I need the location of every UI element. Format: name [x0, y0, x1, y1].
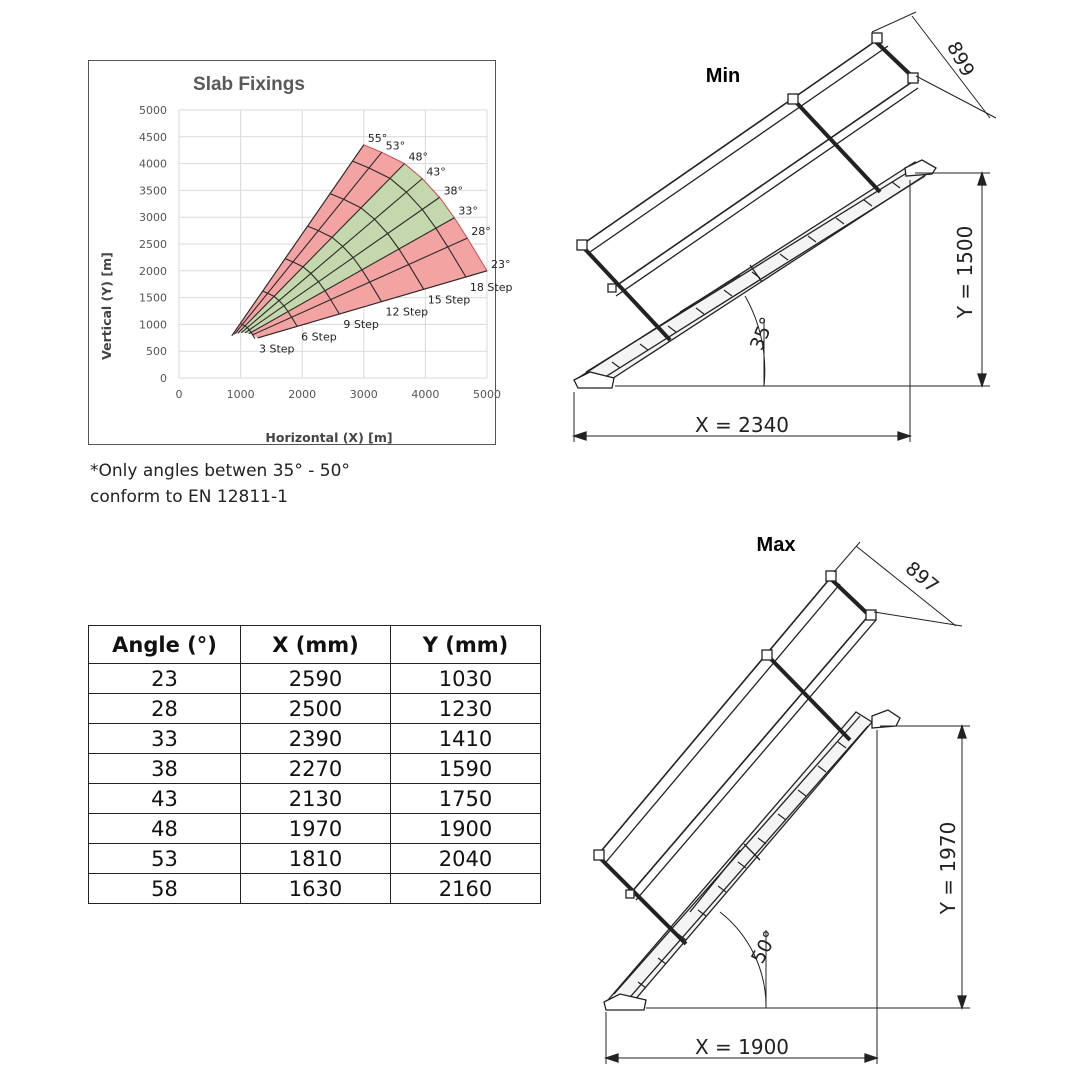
step-label: 12 Step — [385, 305, 429, 319]
cell-x: 1630 — [241, 874, 391, 904]
x-tick-label: 1000 — [226, 388, 255, 401]
cell-x: 2270 — [241, 754, 391, 784]
max-y-dimension: Y = 1970 — [936, 821, 960, 915]
cell-y: 2160 — [391, 874, 541, 904]
cell-angle: 58 — [89, 874, 241, 904]
min-width-dimension: 899 — [942, 38, 979, 81]
max-angle: 50° — [747, 927, 783, 968]
cell-x: 2590 — [241, 664, 391, 694]
min-y-dimension: Y = 1500 — [953, 225, 977, 319]
cell-angle: 33 — [89, 724, 241, 754]
y-tick-label: 2000 — [139, 264, 167, 278]
y-tick-label: 0 — [160, 372, 167, 385]
cell-angle: 53 — [89, 844, 241, 874]
max-x-dimension: X = 1900 — [694, 1035, 790, 1059]
cell-x: 2130 — [241, 784, 391, 814]
y-tick-label: 1500 — [139, 291, 167, 305]
cell-y: 1230 — [391, 694, 541, 724]
min-width-dimension-line — [912, 16, 990, 118]
x-tick-label: 2000 — [288, 388, 317, 401]
x-tick-label: 4000 — [411, 388, 440, 401]
max-post-mid — [768, 656, 850, 740]
x-tick-label: 0 — [175, 388, 183, 401]
chart-title: Slab Fixings — [193, 74, 305, 95]
step-label: 3 Step — [258, 342, 295, 356]
y-tick-label: 500 — [146, 345, 167, 359]
angle-label: 53° — [385, 139, 406, 153]
angle-label: 43° — [426, 165, 446, 179]
min-title: Min — [705, 65, 741, 87]
angle-label: 38° — [443, 184, 464, 198]
min-angle: 35° — [745, 314, 779, 354]
step-label: 9 Step — [343, 318, 379, 332]
max-stringer — [608, 712, 872, 1008]
y-tick-label: 4500 — [139, 130, 167, 144]
x-tick-label: 3000 — [349, 388, 378, 401]
angle-label: 28° — [471, 225, 491, 239]
note-line-2: conform to EN 12811-1 — [90, 487, 288, 507]
cell-x: 1810 — [241, 844, 391, 874]
step-label: 15 Step — [427, 293, 471, 307]
y-tick-label: 3500 — [139, 184, 167, 198]
max-post-bottom — [600, 858, 686, 944]
header-y: Y (mm) — [391, 626, 541, 664]
max-top-foot — [872, 710, 900, 728]
header-x: X (mm) — [241, 626, 391, 664]
y-tick-label: 3000 — [139, 211, 167, 225]
header-angle: Angle (°) — [89, 626, 241, 664]
note-line-1: *Only angles betwen 35° - 50° — [90, 461, 350, 481]
y-tick-label: 1000 — [139, 318, 167, 332]
max-width-dimension: 897 — [900, 557, 943, 598]
min-post-bottom — [584, 248, 670, 340]
cell-angle: 23 — [89, 664, 241, 694]
y-axis-label: Vertical (Y) [m] — [99, 252, 114, 360]
cell-angle: 28 — [89, 694, 241, 724]
step-label: 18 Step — [469, 280, 513, 294]
cell-y: 1410 — [391, 724, 541, 754]
max-title: Max — [756, 534, 796, 556]
max-top-rail — [597, 576, 832, 856]
angle-label: 55° — [367, 131, 388, 145]
cell-x: 2390 — [241, 724, 391, 754]
cell-y: 1030 — [391, 664, 541, 694]
cell-angle: 48 — [89, 814, 241, 844]
cell-x: 1970 — [241, 814, 391, 844]
cell-angle: 38 — [89, 754, 241, 784]
angle-label: 48° — [408, 150, 428, 164]
y-tick-label: 5000 — [139, 104, 167, 117]
y-tick-label: 4000 — [139, 157, 167, 171]
max-stair-drawing — [594, 534, 970, 1064]
cell-y: 1750 — [391, 784, 541, 814]
angle-label: 33° — [458, 204, 478, 218]
angle-label: 23° — [491, 257, 511, 271]
cell-angle: 43 — [89, 784, 241, 814]
min-mid-rail — [610, 82, 912, 290]
x-axis-label: Horizontal (X) [m] — [265, 430, 393, 445]
min-stair-drawing — [574, 12, 996, 442]
x-tick-label: 5000 — [473, 388, 501, 401]
cell-y: 1590 — [391, 754, 541, 784]
cell-y: 2040 — [391, 844, 541, 874]
min-top-foot — [905, 160, 936, 176]
y-tick-label: 2500 — [139, 238, 167, 251]
cell-y: 1900 — [391, 814, 541, 844]
min-x-dimension: X = 2340 — [694, 413, 790, 437]
cell-x: 2500 — [241, 694, 391, 724]
step-label: 6 Step — [301, 330, 337, 344]
